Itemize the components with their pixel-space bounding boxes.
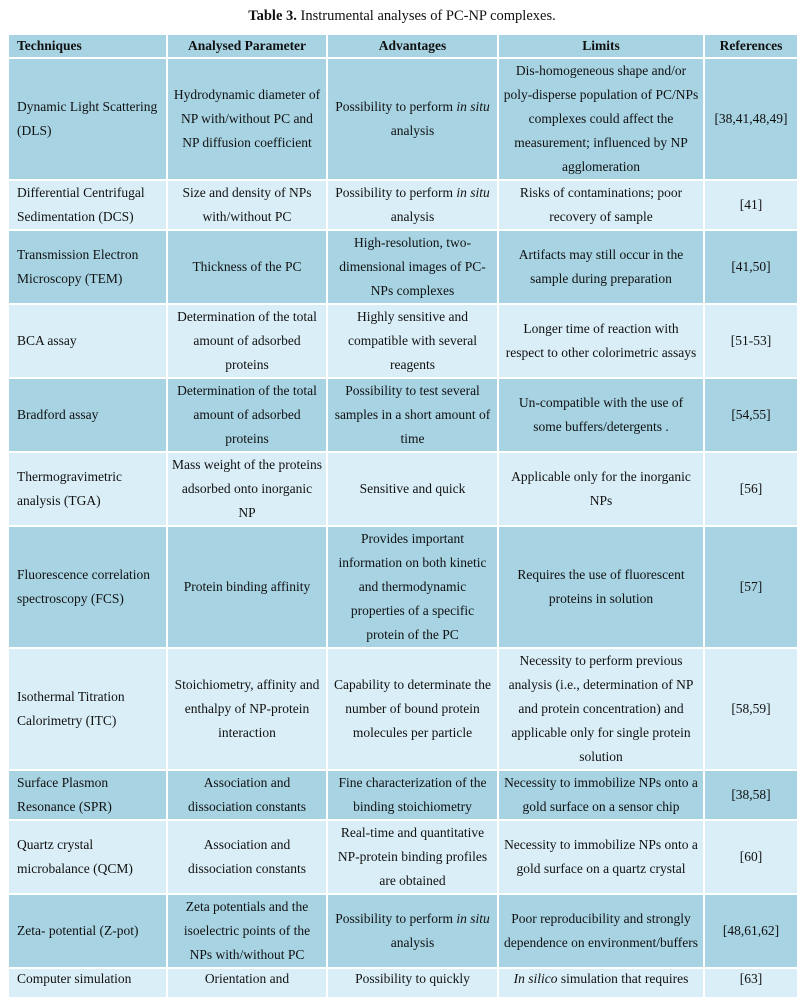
table-row — [8, 230, 798, 304]
cell-limits — [498, 378, 704, 452]
limits-text-end: Necessity to perform previous analysis (i.e., determination of NP and protein concentration) and applicable only for single protein solution — [508, 653, 694, 764]
cell-limits — [498, 304, 704, 378]
cell-limits — [498, 526, 704, 648]
cell-limits — [498, 894, 704, 968]
cell-technique: Thermogravimetric analysis (TGA) — [8, 452, 167, 526]
cell-advantages — [327, 968, 498, 998]
cell-references: [54,55] — [704, 378, 798, 452]
limits-text-end: Requires the use of fluorescent proteins in solution — [517, 567, 685, 606]
cell-technique: Surface Plasmon Resonance (SPR) — [8, 770, 167, 820]
advantages-text: Provides important information on both kinetic and thermodynamic properties of a specific protein of the PC — [338, 531, 487, 642]
cell-references: [41] — [704, 180, 798, 230]
table-row — [8, 820, 798, 894]
cell-limits — [498, 648, 704, 770]
advantages-text: Capability to determinate the number of bound protein molecules per particle — [333, 677, 492, 740]
advantages-text: Fine characterization of the binding stoichiometry — [338, 775, 487, 814]
cell-parameter: Stoichiometry, affinity and enthalpy of NP-protein interaction — [167, 648, 327, 770]
header-advantages: Advantages — [327, 34, 498, 58]
table-row — [8, 180, 798, 230]
table-row — [8, 304, 798, 378]
cell-parameter: Association and dissociation constants — [167, 820, 327, 894]
limits-text-end: Un-compatible with the use of some buffers/detergents . — [518, 395, 684, 434]
cell-technique: Dynamic Light Scattering (DLS) — [8, 58, 167, 180]
advantages-text-end: analysis — [390, 209, 435, 224]
cell-limits — [498, 230, 704, 304]
advantages-text: Possibility to test several samples in a short amount of time — [334, 383, 491, 446]
cell-limits — [498, 968, 704, 998]
table-caption — [0, 7, 804, 25]
cell-parameter: Mass weight of the proteins adsorbed onto inorganic NP — [167, 452, 327, 526]
cell-references: [56] — [704, 452, 798, 526]
advantages-text: Sensitive and quick — [359, 481, 466, 496]
advantages-italic: in situ — [456, 911, 490, 926]
advantages-text: Possibility to perform — [335, 911, 457, 926]
cell-limits — [498, 452, 704, 526]
cell-references: [48,61,62] — [704, 894, 798, 968]
header-techniques: Techniques — [8, 34, 167, 58]
limits-text-end: Artifacts may still occur in the sample during preparation — [518, 247, 684, 286]
limits-text-end: Necessity to immobilize NPs onto a gold surface on a sensor chip — [504, 775, 698, 814]
cell-limits — [498, 770, 704, 820]
cell-parameter: Determination of the total amount of adsorbed proteins — [167, 378, 327, 452]
advantages-italic: in situ — [456, 99, 490, 114]
cell-limits — [498, 180, 704, 230]
cell-advantages — [327, 230, 498, 304]
header-analysed-parameter: Analysed Parameter — [167, 34, 327, 58]
cell-parameter: Orientation and — [167, 968, 327, 998]
limits-text-end: Applicable only for the inorganic NPs — [511, 469, 691, 508]
table-row — [8, 526, 798, 648]
cell-advantages — [327, 820, 498, 894]
cell-references: [63] — [704, 968, 798, 998]
cell-parameter: Zeta potentials and the isoelectric points of the NPs with/without PC — [167, 894, 327, 968]
cell-advantages — [327, 648, 498, 770]
limits-text-end: Risks of contaminations; poor recovery of sample — [519, 185, 683, 224]
limits-italic: In silico — [513, 971, 558, 986]
cell-technique: Fluorescence correlation spectroscopy (FCS) — [8, 526, 167, 648]
limits-text-end: Longer time of reaction with respect to other colorimetric assays — [505, 321, 697, 360]
limits-text-end: Poor reproducibility and strongly dependence on environment/buffers — [504, 911, 698, 950]
limits-text-end: Dis-homogeneous shape and/or poly-disperse population of PC/NPs complexes could affect the measurement; influenced by NP agglomeration — [503, 63, 699, 174]
advantages-text: Possibility to perform — [335, 99, 457, 114]
table-row — [8, 770, 798, 820]
table-row — [8, 58, 798, 180]
cell-technique: Transmission Electron Microscopy (TEM) — [8, 230, 167, 304]
limits-text-end: Necessity to immobilize NPs onto a gold surface on a quartz crystal — [504, 837, 698, 876]
cell-parameter: Determination of the total amount of adsorbed proteins — [167, 304, 327, 378]
cell-advantages — [327, 180, 498, 230]
limits-text-end: simulation that requires — [557, 971, 689, 986]
cell-references: [41,50] — [704, 230, 798, 304]
cell-technique: Computer simulation — [8, 968, 167, 998]
cell-references: [38,41,48,49] — [704, 58, 798, 180]
table-header-row — [8, 34, 798, 58]
cell-parameter: Thickness of the PC — [167, 230, 327, 304]
header-references: References — [704, 34, 798, 58]
cell-references: [38,58] — [704, 770, 798, 820]
table-row — [8, 378, 798, 452]
cell-technique: Bradford assay — [8, 378, 167, 452]
cell-parameter: Protein binding affinity — [167, 526, 327, 648]
cell-technique: Zeta- potential (Z-pot) — [8, 894, 167, 968]
cell-references: [51-53] — [704, 304, 798, 378]
instrumental-analyses-table — [7, 33, 799, 999]
cell-parameter: Association and dissociation constants — [167, 770, 327, 820]
advantages-text-end: analysis — [390, 935, 435, 950]
table-row — [8, 894, 798, 968]
cell-references: [57] — [704, 526, 798, 648]
table-row — [8, 648, 798, 770]
cell-advantages — [327, 526, 498, 648]
cell-advantages — [327, 894, 498, 968]
cell-advantages — [327, 770, 498, 820]
cell-references: [58,59] — [704, 648, 798, 770]
cell-technique: Quartz crystal microbalance (QCM) — [8, 820, 167, 894]
cell-advantages — [327, 378, 498, 452]
cell-advantages — [327, 452, 498, 526]
table-row — [8, 452, 798, 526]
cell-advantages — [327, 304, 498, 378]
table-row — [8, 968, 798, 998]
cell-limits — [498, 820, 704, 894]
advantages-text: High-resolution, two-dimensional images of PC-NPs complexes — [339, 235, 486, 298]
caption-text: Instrumental analyses of PC-NP complexes. — [296, 8, 556, 24]
cell-parameter: Size and density of NPs with/without PC — [167, 180, 327, 230]
advantages-text: Real-time and quantitative NP-protein binding profiles are obtained — [337, 825, 488, 888]
table-body — [8, 58, 798, 998]
advantages-text: Highly sensitive and compatible with several reagents — [348, 309, 477, 372]
header-limits: Limits — [498, 34, 704, 58]
cell-technique: BCA assay — [8, 304, 167, 378]
caption-label: Table 3. — [248, 8, 297, 24]
advantages-text: Possibility to quickly — [355, 971, 470, 986]
advantages-text-end: analysis — [390, 123, 435, 138]
cell-references: [60] — [704, 820, 798, 894]
cell-limits — [498, 58, 704, 180]
cell-parameter: Hydrodynamic diameter of NP with/without PC and NP diffusion coefficient — [167, 58, 327, 180]
advantages-text: Possibility to perform — [335, 185, 457, 200]
cell-technique: Isothermal Titration Calorimetry (ITC) — [8, 648, 167, 770]
cell-advantages — [327, 58, 498, 180]
advantages-italic: in situ — [456, 185, 490, 200]
cell-technique: Differential Centrifugal Sedimentation (DCS) — [8, 180, 167, 230]
